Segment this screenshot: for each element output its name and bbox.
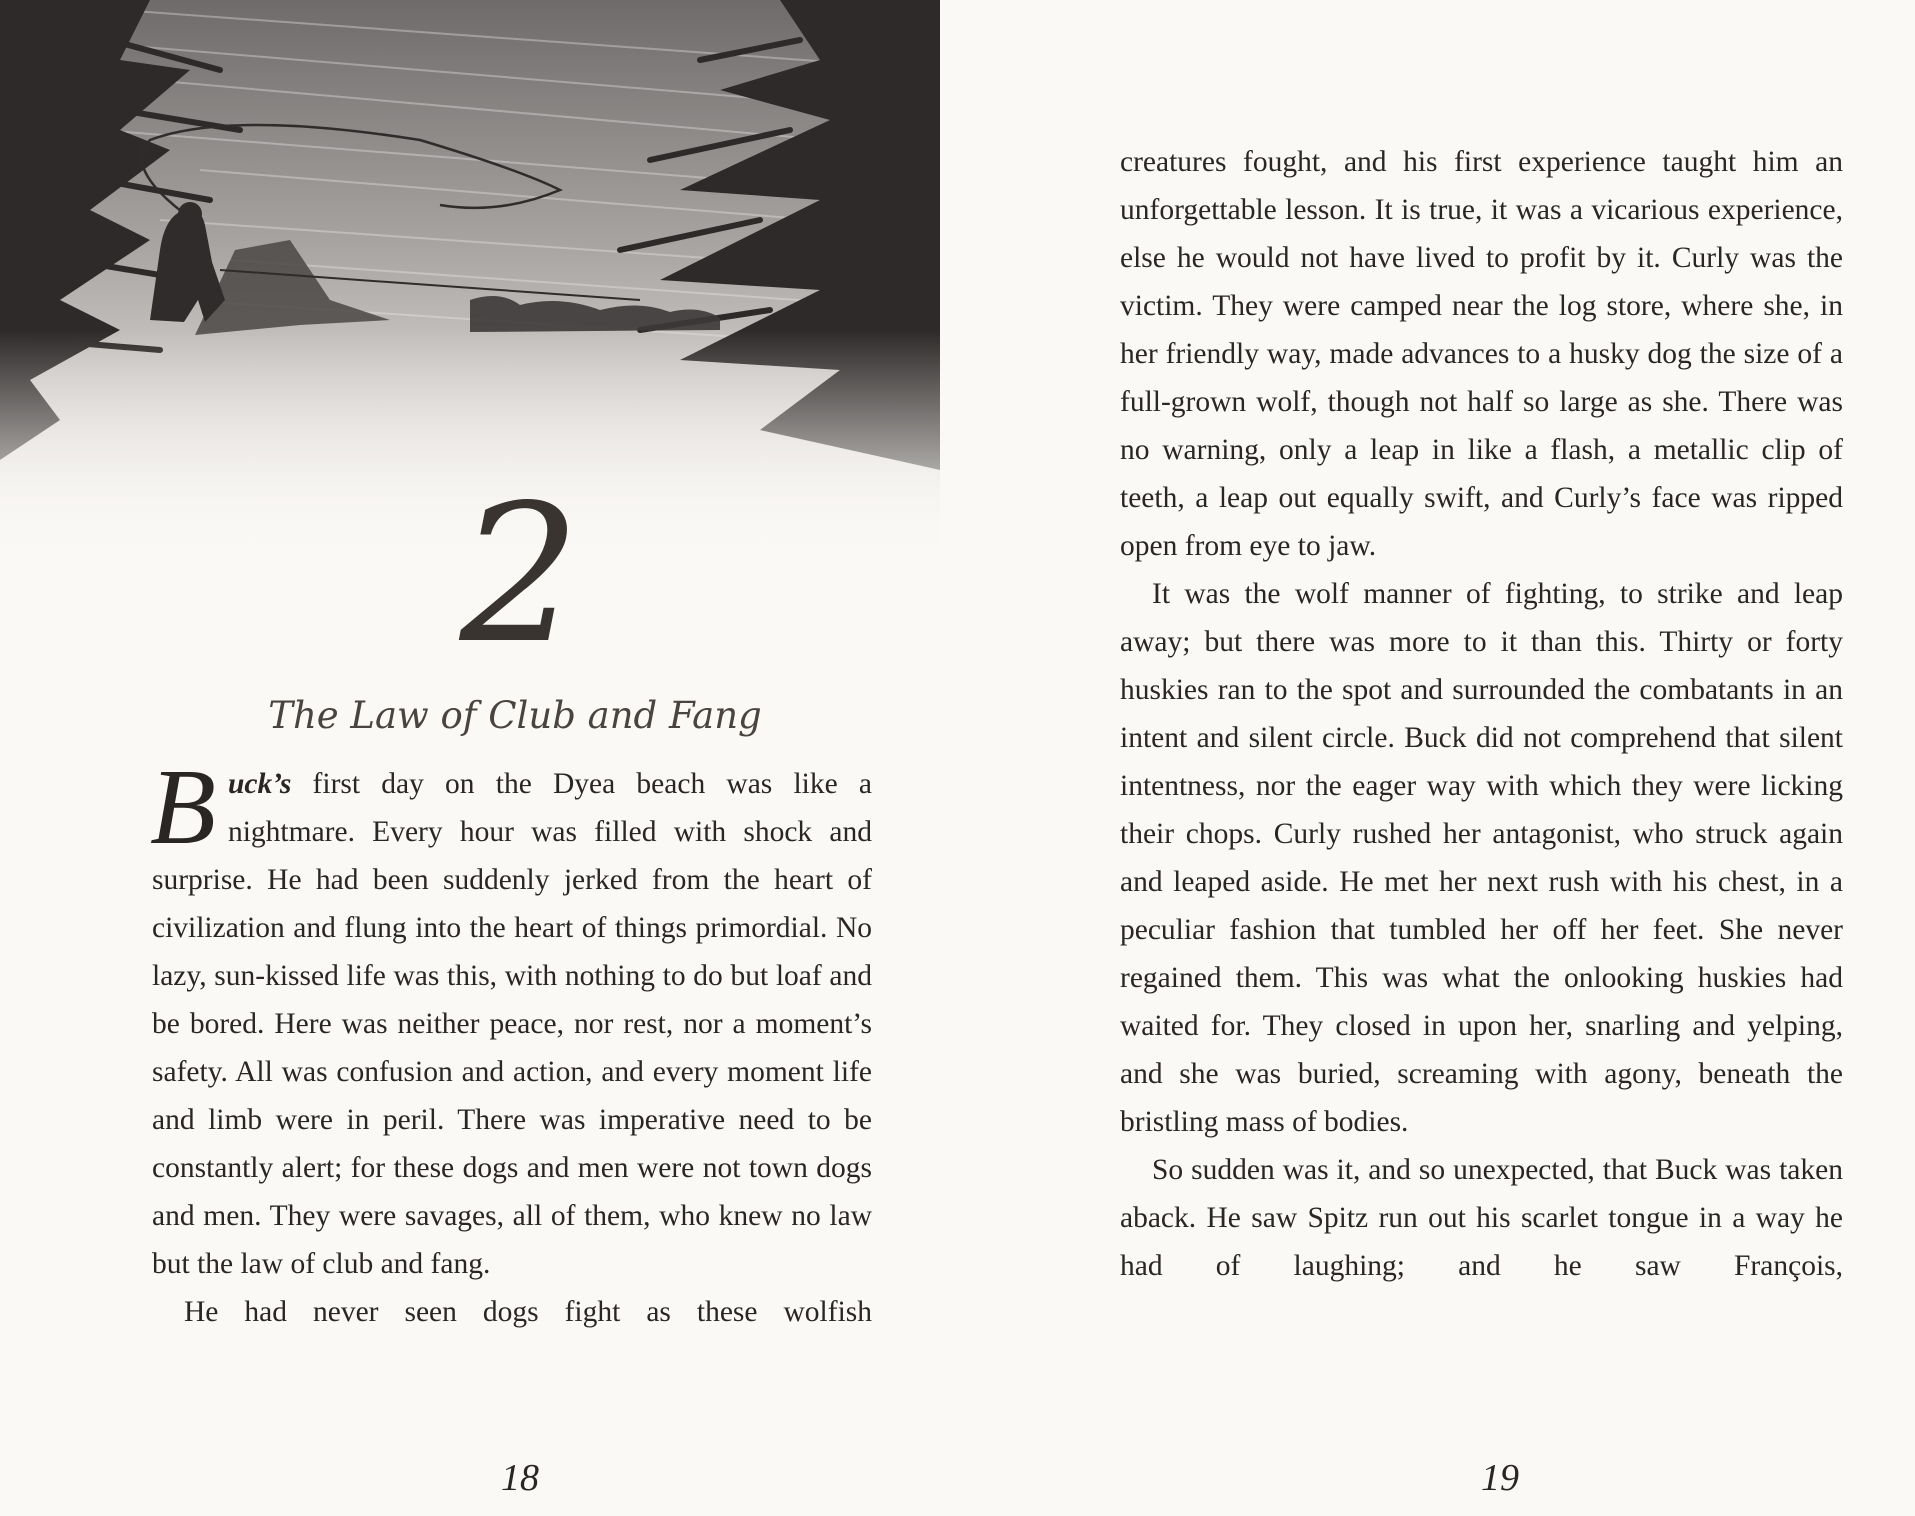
right-page [960, 0, 1915, 1516]
paragraph-text: first day on the Dyea beach was like a nightmare. Every hour was filled with shock and surprise. He had been suddenly jerked from the heart of civilization and flung into the heart of things primordial. No lazy, sun-kissed life was this, with nothing to do but loaf and be bored. Here was neither peace, nor rest, nor a moment’s safety. All was confusion and action, and every moment life and limb were in peril. There was imperative need to be constantly alert; for these dogs and men were not town dogs and men. They were savages, all of them, who knew no law but the law of club and fang. [152, 768, 872, 1280]
paragraph: So sudden was it, and so unexpected, that Buck was taken aback. He saw Spitz run out his scarlet tongue in a way he had of laughing; and he saw François, [1120, 1154, 1843, 1282]
paragraph: creatures fought, and his first experience taught him an unforgettable lesson. It is true, it was a vicarious experience, else he would not have lived to profit by it. Curly was the victim. They were camped near the log store, where she, in her friendly way, made advances to a husky dog the size of a full-grown wolf, though not half so large as she. There was no warning, only a leap in like a flash, a metallic clip of teeth, a leap out equally swift, and Curly’s face was ripped open from eye to jaw. [1120, 146, 1843, 562]
page-number: 18 [501, 1457, 539, 1499]
left-page-body [150, 748, 872, 1336]
paragraph [150, 748, 872, 1288]
dropcap: B [150, 748, 216, 867]
lead-word: uck’s [227, 768, 292, 800]
right-page-body [1120, 138, 1843, 1290]
page-number: 19 [1481, 1457, 1519, 1499]
paragraph: It was the wolf manner of fighting, to strike and leap away; but there was more to it than this. Thirty or forty huskies ran to the spot and surrounded the combatants in an intent and silent circle. Buck did not comprehend that silent intentness, nor the eager way with which they were licking their chops. Curly rushed her antagonist, who struck again and leaped aside. He met her next rush with his chest, in a peculiar fashion that tumbled her off her feet. She never regained them. This was what the onlooking huskies had waited for. They closed in upon her, snarling and yelping, and she was buried, screaming with agony, beneath the bristling mass of bodies. [1120, 578, 1843, 1138]
chapter-title: The Law of Club and Fang [268, 694, 762, 737]
paragraph: He had never seen dogs fight as these wolfish [184, 1296, 872, 1328]
left-page [0, 0, 940, 1516]
chapter-number: 2 [459, 464, 581, 685]
